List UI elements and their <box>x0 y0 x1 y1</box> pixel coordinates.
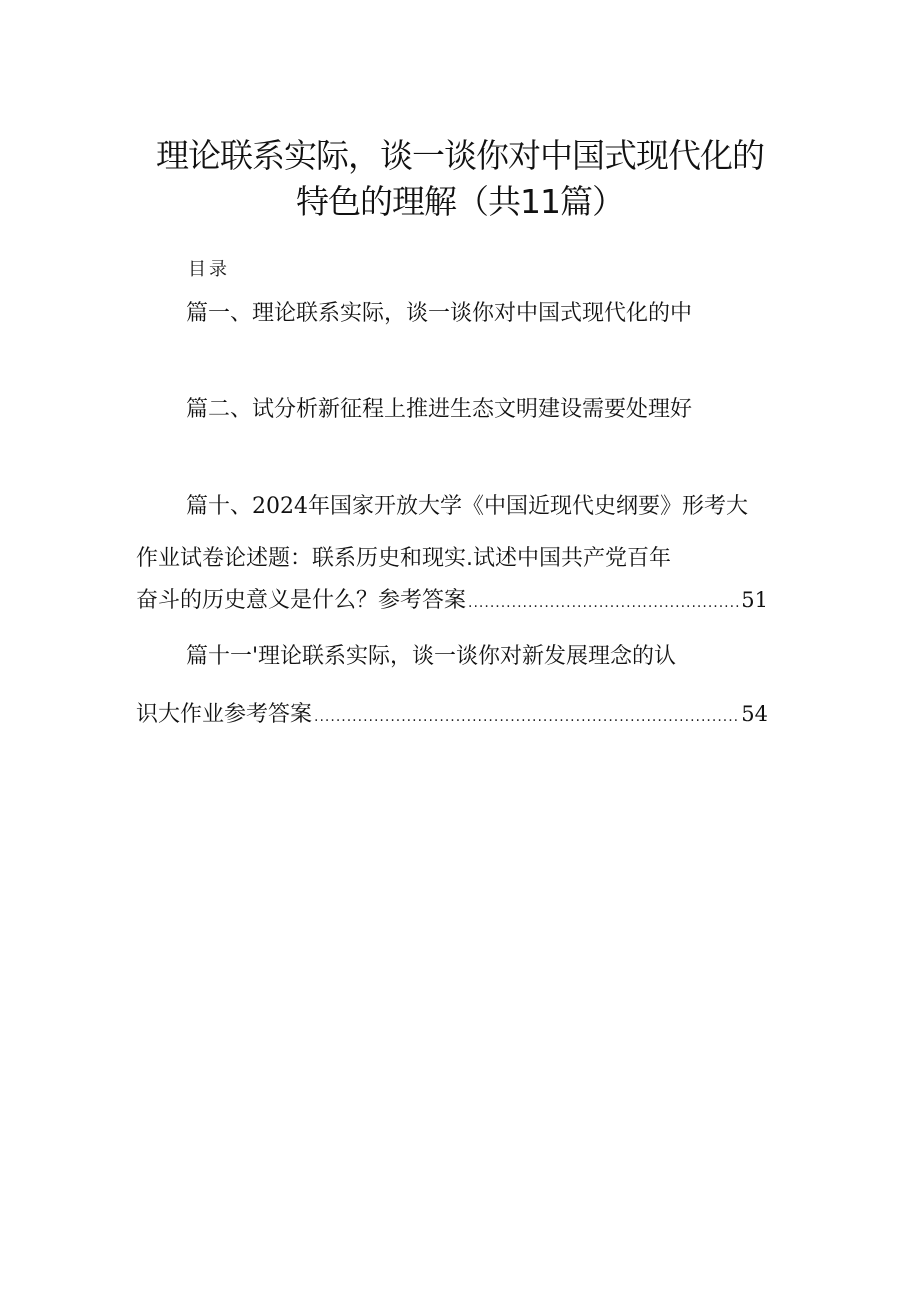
document-title-line-2: 特色的理解（共11篇） <box>296 182 624 221</box>
toc-entry-10-line-2[interactable]: 作业试卷论述题：联系历史和现实.试述中国共产党百年 <box>136 546 671 571</box>
toc-entry-10-text-1: 年国家开放大学《中国近现代史纲要》形考大 <box>308 494 749 519</box>
toc-label: 目录 <box>188 259 230 280</box>
toc-entry-10-prefix: 篇十、 <box>186 494 253 519</box>
toc-entry-11-page-number: 54 <box>741 702 768 726</box>
toc-entry-11-text-2: 识大作业参考答案 <box>136 702 313 727</box>
toc-entry-10-text-3: 奋斗的历史意义是什么？参考答案 <box>136 588 467 613</box>
dot-leader <box>468 588 739 618</box>
document-title-line-1: 理论联系实际，谈一谈你对中国式现代化的 <box>156 136 764 175</box>
toc-entry-1[interactable]: 篇一、理论联系实际，谈一谈你对中国式现代化的中 <box>186 301 693 326</box>
toc-entry-10-year: 2024 <box>252 494 309 519</box>
toc-entry-10-line-1[interactable] <box>186 492 748 522</box>
toc-entry-10-page-number: 51 <box>741 588 768 612</box>
toc-entry-11-line-2[interactable] <box>136 699 768 732</box>
toc-entry-11-line-1[interactable]: 篇十一'理论联系实际，谈一谈你对新发展理念的认 <box>186 644 677 669</box>
dot-leader <box>314 702 739 732</box>
toc-entry-2[interactable]: 篇二、试分析新征程上推进生态文明建设需要处理好 <box>186 397 693 422</box>
toc-entry-10-line-3[interactable] <box>136 585 768 618</box>
